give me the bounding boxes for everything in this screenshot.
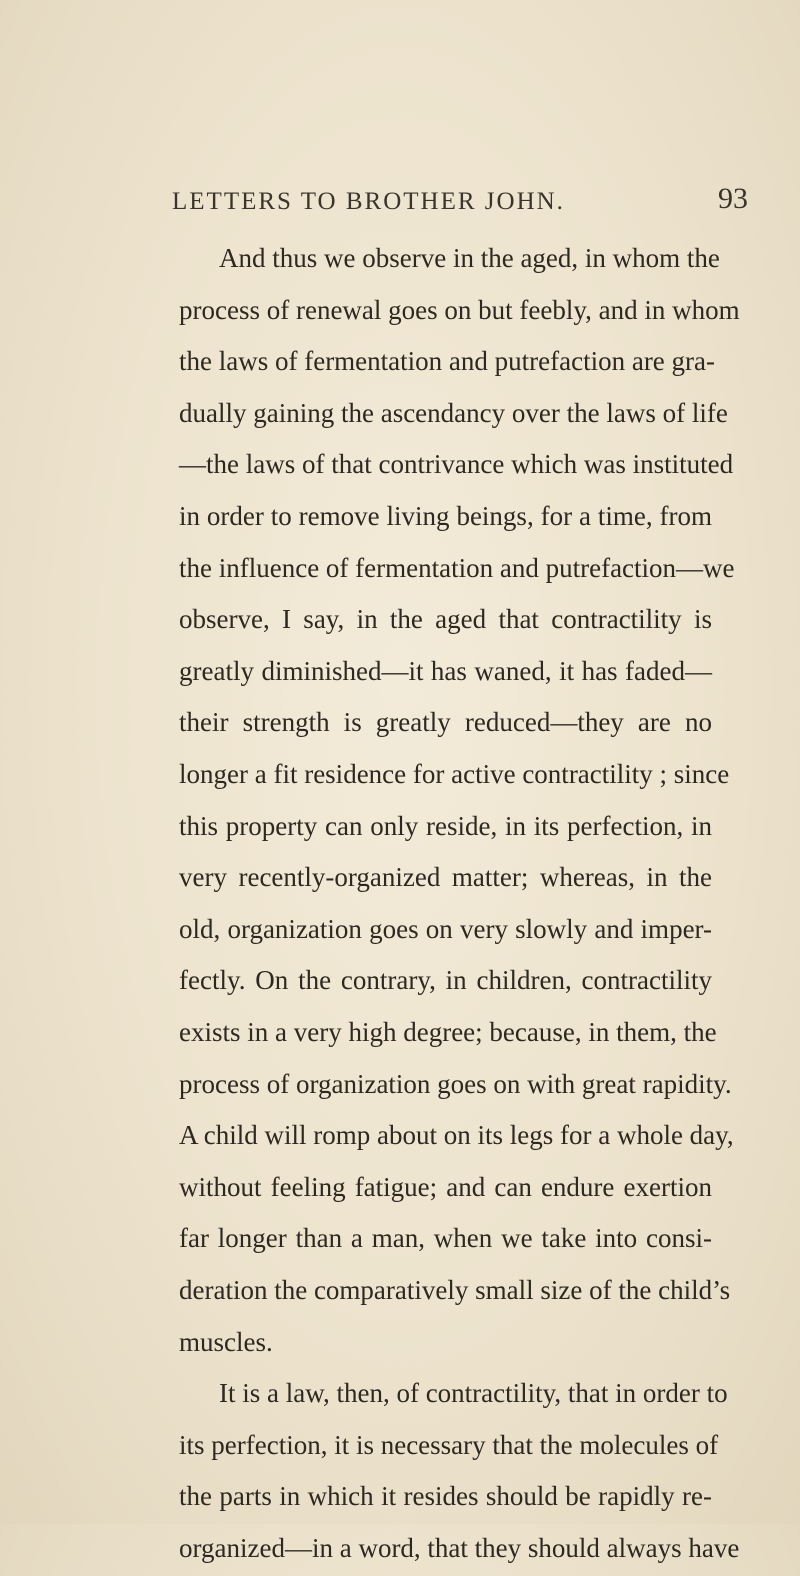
- text-line: its perfection, it is necessary that the molecules of: [179, 1430, 719, 1460]
- text-line: the parts in which it resides should be rapidly re-: [179, 1481, 712, 1511]
- text-line: It is a law, then, of contractility, that in order to: [219, 1378, 728, 1408]
- text-line: without feeling fatigue; and can endure exertion: [179, 1172, 712, 1202]
- text-line: exists in a very high degree; because, in them, the: [179, 1017, 717, 1047]
- text-line: muscles.: [179, 1327, 273, 1357]
- text-line: the laws of fermentation and putrefaction are gra-: [179, 346, 716, 376]
- text-line: greatly diminished—it has waned, it has faded—: [179, 656, 712, 686]
- text-line: the influence of fermentation and putrefaction—we: [179, 553, 735, 583]
- text-line: far longer than a man, when we take into consi-: [179, 1223, 712, 1253]
- text-line: And thus we observe in the aged, in whom the: [219, 243, 720, 273]
- text-line: process of renewal goes on but feebly, and in whom: [179, 295, 740, 325]
- text-line: —the laws of that contrivance which was instituted: [179, 449, 734, 479]
- text-line: organized—in a word, that they should always have: [179, 1533, 740, 1563]
- text-line: their strength is greatly reduced—they are no: [179, 707, 712, 737]
- text-line: dually gaining the ascendancy over the laws of life: [179, 398, 728, 428]
- text-line: longer a fit residence for active contractility ; since: [179, 759, 730, 789]
- text-line: deration the comparatively small size of the child’s: [179, 1275, 731, 1305]
- running-title: LETTERS TO BROTHER JOHN.: [172, 188, 565, 215]
- text-line: A child will romp about on its legs for a whole day,: [179, 1120, 734, 1150]
- page-number: 93: [718, 182, 748, 215]
- text-line: observe, I say, in the aged that contractility is: [179, 604, 712, 634]
- running-head: [0, 182, 800, 228]
- text-line: this property can only reside, in its perfection, in: [179, 811, 712, 841]
- text-line: fectly. On the contrary, in children, contractility: [179, 965, 712, 995]
- text-line: in order to remove living beings, for a time, from: [179, 501, 712, 531]
- text-line: old, organization goes on very slowly and imper-: [179, 914, 712, 944]
- text-line: process of organization goes on with great rapidity.: [179, 1069, 732, 1099]
- text-line: very recently-organized matter; whereas, in the: [179, 862, 712, 892]
